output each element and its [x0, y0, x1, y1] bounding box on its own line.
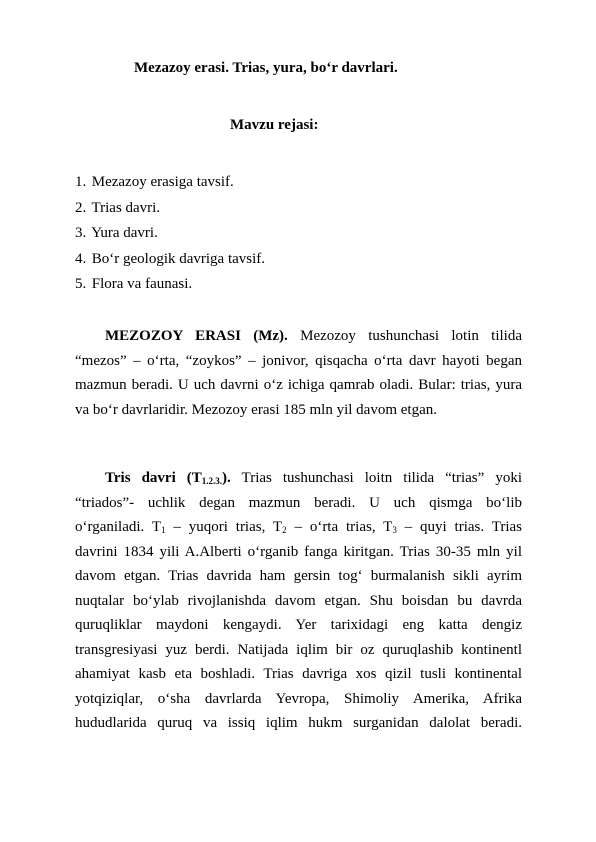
paragraph-heading: MEZOZOY ERASI (Mz). [105, 328, 288, 344]
paragraph-heading: Tris davri $(T_{1.2.3.})$. [105, 470, 231, 486]
paragraph-line: “triados”- uchlik degan mazmun beradi. U uch qismga bo‘lib [75, 494, 522, 511]
paragraph-mezozoy [75, 324, 522, 422]
paragraph-line: quruqliklar maydoni kengaydi. Yer tarixidagi eng katta dengiz [75, 617, 522, 633]
plan-heading: Mavzu rejasi: [230, 117, 319, 133]
paragraph-line: “mezos” – o‘rta, “zoykos” – jonivor, qisqacha o‘rta davr hayoti began [75, 352, 522, 369]
plan-item: 5. Flora va faunasi. [75, 276, 193, 292]
paragraph-line: nuqtalar bo‘ylab rivojlanishda davom etgan. Shu boisdan bu davrda [75, 592, 522, 609]
paragraph-trias [75, 466, 522, 736]
plan-item: 1. Mezazoy erasiga tavsif. [75, 174, 234, 190]
plan-item: 4. Bo‘r geologik davriga tavsif. [75, 250, 266, 267]
plan-list [75, 170, 265, 298]
paragraph-line: davom etgan. Trias davrida ham gersin tog‘ burmalanish sikli ayrim [75, 568, 522, 584]
paragraph-line: yotqiziqlar, o‘sha davrlarda Yevropa, Shimoliy Amerika, Afrika [75, 690, 522, 707]
paragraph-line: transgresiyasi yuz berdi. Natijada iqlim bir oz quruqlashib kontinentl [75, 641, 522, 658]
plan-item: 2. Trias davri. [75, 199, 161, 216]
paragraph-line: mazmun beradi. U uch davrni o‘z ichiga qamrab oladi. Bular: trias, yura [75, 377, 522, 393]
plan-item: 3. Yura davri. [75, 225, 158, 241]
paragraph-line: hududlarida quruq va issiq iqlim hukm surganidan dalolat beradi. [75, 715, 522, 731]
paragraph-line: o‘rganiladi. $T_1$ – yuqori trias, $T_2$ – o‘rta trias, $T_3$ – quyi trias. Trias [75, 519, 522, 535]
paragraph-line: ahamiyat kasb eta boshladi. Trias davriga xos qizil tusli kontinental [75, 666, 522, 682]
paragraph-line: va bo‘r davrlaridir. Mezozoy erasi 185 mln yil davom etgan. [75, 401, 437, 418]
paragraph-line: davrini 1834 yili A.Alberti o‘rganib fanga kiritgan. Trias 30-35 mln yil [75, 543, 522, 560]
document-page: Mezazoy erasi. Trias, yura, bo‘r davrlari. Mavzu rejasi: 1. Mezazoy erasiga tavsif. 2. Trias davri. 3. Yura davri. 4. Bo‘r geologik davriga tavsif. 5. Flora va faunasi. MEZOZOY ERASI (Mz). Mezozoy tushunchasi lotin tilida “mezos” – o‘rta, “zoykos” – jonivor, qisqacha o‘rta davr hayoti began mazmun beradi. U uch davrni o‘z ichiga qamrab oladi. Bular: trias, yura va bo‘r davrlaridir. Mezozoy erasi 185 mln yil davom etgan. Tris davri $(T_{1.2.3.})$. Trias tushunchasi loitn tilida “trias” yoki “triados”- uchlik degan mazmun beradi. U uch qismga bo‘lib o‘rganiladi. $T_1$ – yuqori trias, $T_2$ – o‘rta trias, $T_3$ – quyi trias. Trias davrini 1834 yili A.Alberti o‘rganib fanga kiritgan. Trias 30-35 mln yil davom etgan. Trias davrida ham gersin tog‘ burmalanish sikli ayrim nuqtalar bo‘ylab rivojlanishda davom etgan. Shu boisdan bu davrda quruqliklar maydoni kengaydi. Yer tarixidagi eng katta dengiz transgresiyasi yuz berdi. Natijada iqlim bir oz quruqlashib kontinentl ahamiyat kasb eta boshladi. Trias davriga xos qizil tusli kontinental yotqiziqlar, o‘sha davrlarda Yevropa, Shimoliy Amerika, Afrika hududlarida quruq va issiq iqlim hukm surganidan dalolat beradi. [0, 0, 596, 842]
paragraph-line: MEZOZOY ERASI (Mz). Mezozoy tushunchasi lotin tilida [105, 328, 522, 344]
paragraph-line: Tris davri $(T_{1.2.3.})$. Trias tushunchasi loitn tilida “trias” yoki [105, 470, 522, 486]
